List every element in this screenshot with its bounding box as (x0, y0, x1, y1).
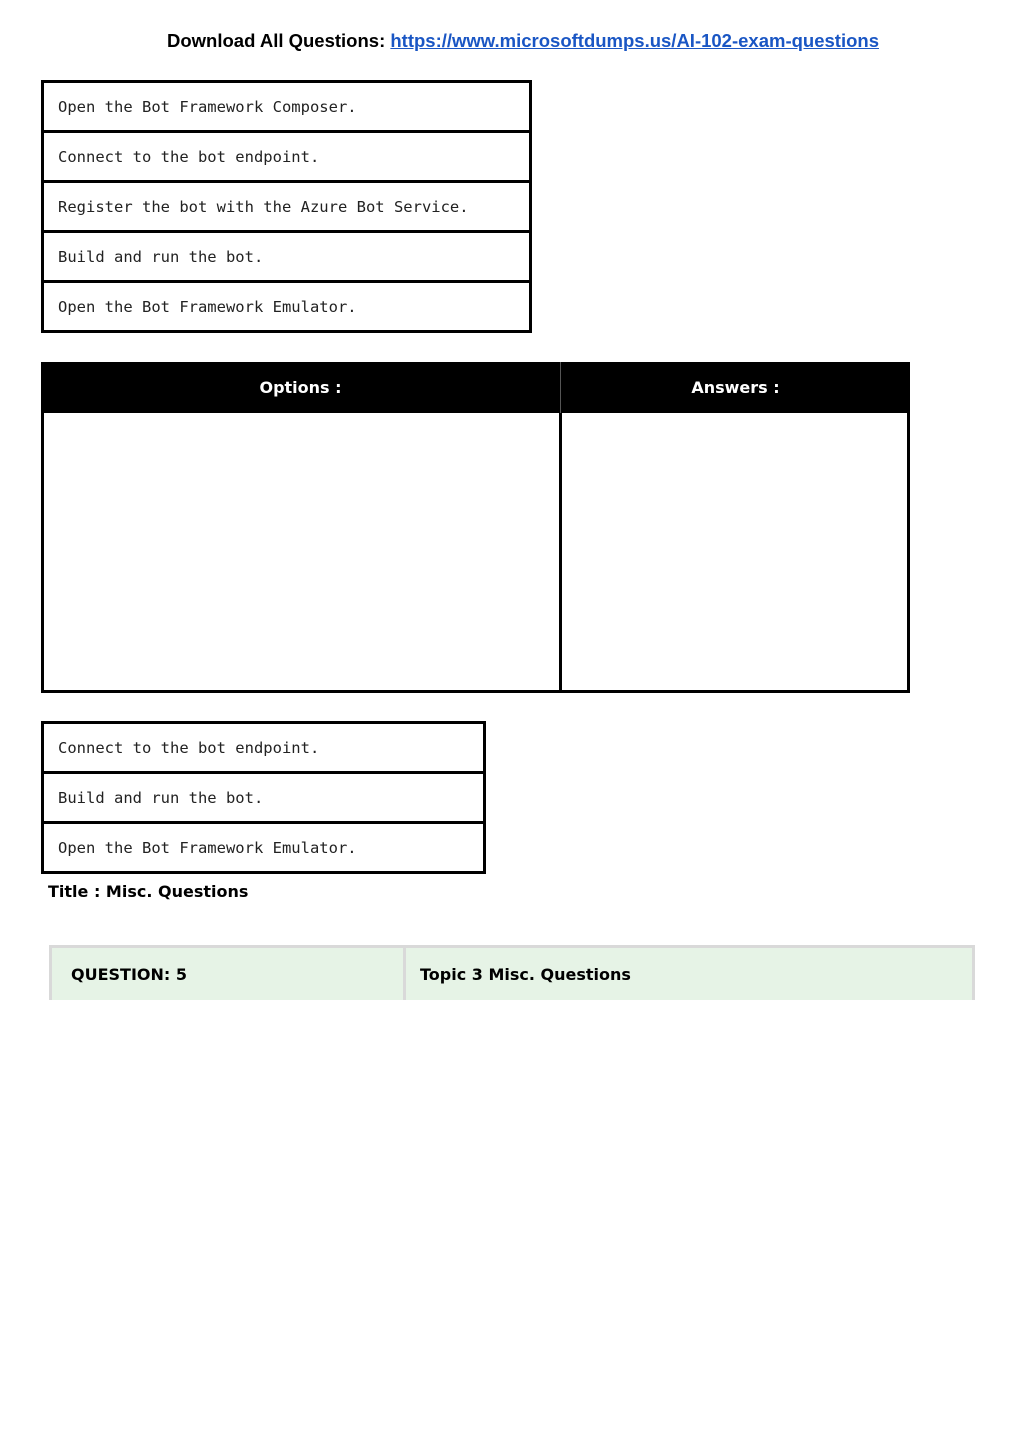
options-drop-area[interactable] (44, 413, 562, 690)
step-list-answers (41, 721, 486, 874)
question-bar (49, 945, 975, 1000)
step-item[interactable]: Build and run the bot. (44, 230, 529, 280)
answers-drop-area[interactable] (562, 413, 907, 690)
table-header-row (41, 362, 910, 413)
answer-item[interactable]: Open the Bot Framework Emulator. (44, 821, 483, 871)
question-topic: Topic 3 Misc. Questions (406, 948, 972, 1000)
step-list-options (41, 80, 532, 333)
options-answers-table (41, 362, 910, 693)
step-item[interactable]: Register the bot with the Azure Bot Service. (44, 180, 529, 230)
answers-header-cell (561, 362, 910, 413)
answer-item[interactable]: Build and run the bot. (44, 771, 483, 821)
step-item[interactable]: Connect to the bot endpoint. (44, 130, 529, 180)
step-item[interactable]: Open the Bot Framework Composer. (44, 80, 529, 130)
question-number: QUESTION: 5 (52, 948, 403, 1000)
answer-item[interactable]: Connect to the bot endpoint. (44, 721, 483, 771)
download-link[interactable]: https://www.microsoftdumps.us/AI-102-exam-questions (390, 30, 879, 51)
section-title: Title : Misc. Questions (48, 882, 249, 901)
download-header (0, 30, 1024, 52)
answers-header: Answers : (691, 378, 780, 397)
step-item[interactable]: Open the Bot Framework Emulator. (44, 280, 529, 330)
table-body-row (41, 413, 910, 693)
download-label: Download All Questions: (167, 30, 386, 51)
options-header-cell (41, 362, 561, 413)
options-header: Options : (259, 378, 342, 397)
